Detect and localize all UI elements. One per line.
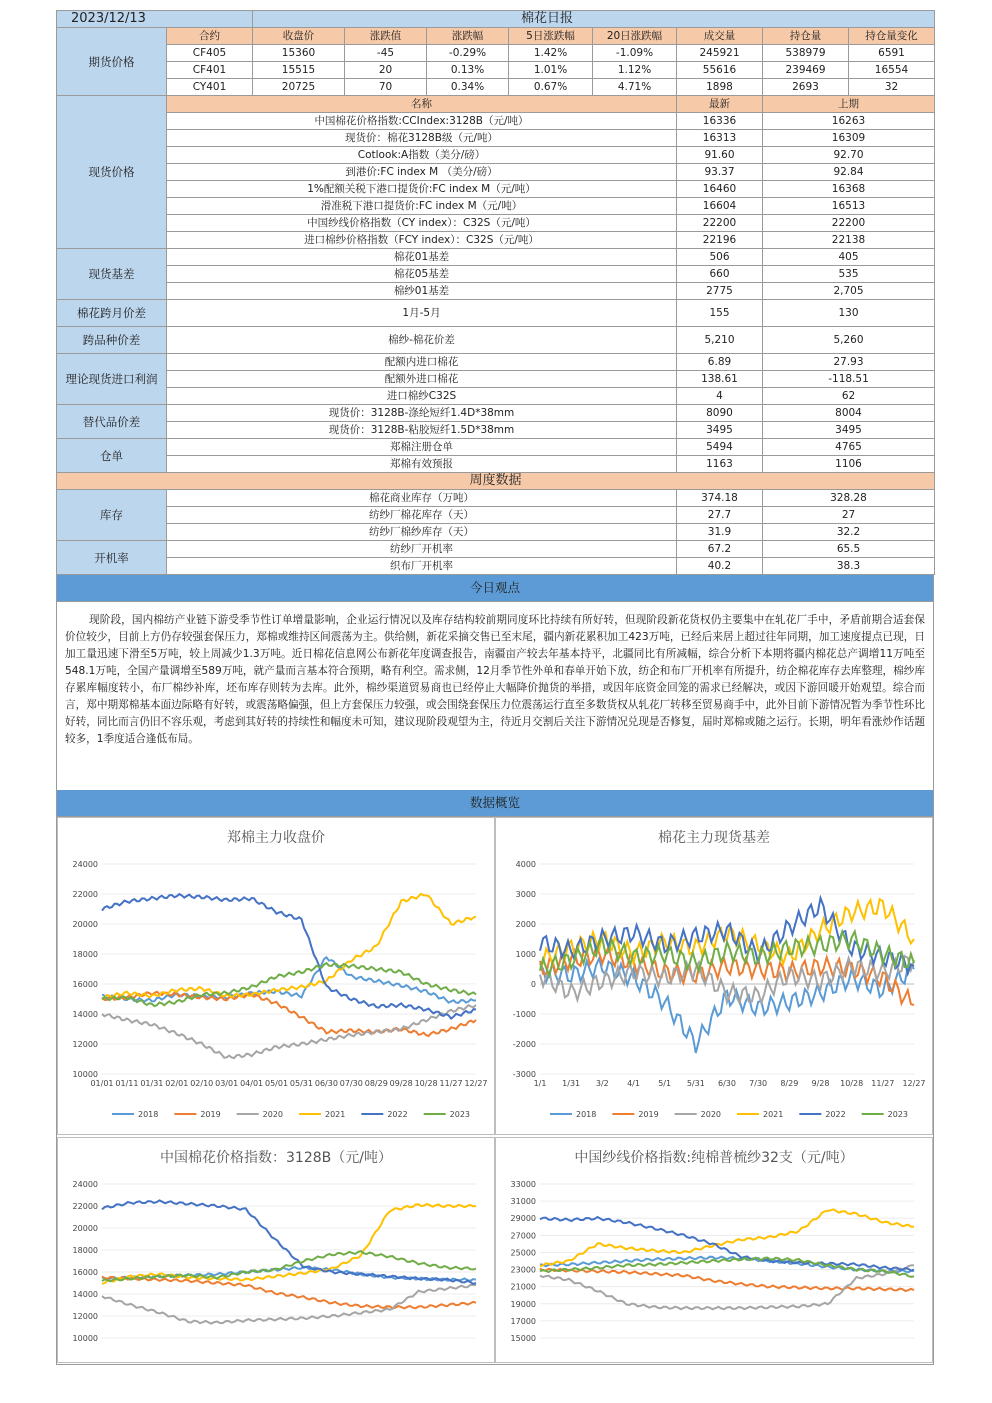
series-line-2023 [102, 963, 476, 1006]
x-tick-label: 6/30 [718, 1079, 736, 1088]
chart-yarn-index [495, 1137, 933, 1363]
row-label: 纺纱厂开机率 [167, 541, 677, 558]
value-prev: 2,705 [763, 283, 935, 300]
table-cell: CF405 [167, 45, 253, 62]
table-cell: 239469 [763, 62, 849, 79]
y-tick-label: 25000 [510, 1248, 536, 1258]
data-row [57, 456, 935, 473]
futures-column-header: 涨跌值 [345, 28, 427, 45]
row-label: 棉纱01基差 [167, 283, 677, 300]
row-label: 棉花05基差 [167, 266, 677, 283]
x-tick-label: 12/27 [902, 1079, 926, 1088]
series-line-2021 [102, 894, 476, 999]
chart-title: 郑棉主力收盘价 [227, 830, 325, 846]
x-tick-label: 5/1 [658, 1079, 672, 1088]
value-latest: 27.7 [677, 507, 763, 524]
section-futures: 期货价格 [57, 28, 167, 96]
data-row [57, 541, 935, 558]
section-spread: 棉花跨月价差 [57, 300, 167, 327]
series-line-2023 [540, 1258, 914, 1277]
row-label: 中国棉花价格指数:CCIndex:3128B（元/吨） [167, 113, 677, 130]
data-row [57, 507, 935, 524]
value-prev: -118.51 [763, 371, 935, 388]
data-row [57, 113, 935, 130]
value-prev: 16309 [763, 130, 935, 147]
value-latest: 22196 [677, 232, 763, 249]
row-label: 配额内进口棉花 [167, 354, 677, 371]
x-tick-label: 11/27 [871, 1079, 895, 1088]
table-cell: -45 [345, 45, 427, 62]
y-tick-label: 10000 [72, 1070, 98, 1079]
y-tick-label: 20000 [72, 920, 98, 929]
futures-column-header: 持仓量变化 [849, 28, 935, 45]
x-tick-label: 1/1 [533, 1079, 547, 1088]
data-row [57, 232, 935, 249]
cross-cell: 棉纱-棉花价差 [167, 327, 677, 354]
data-row [57, 422, 935, 439]
legend-label: 2022 [825, 1110, 846, 1119]
data-row [57, 388, 935, 405]
value-latest: 3495 [677, 422, 763, 439]
row-label: 进口棉纱C32S [167, 388, 677, 405]
y-tick-label: 27000 [510, 1231, 536, 1241]
data-row [57, 354, 935, 371]
y-tick-label: 24000 [72, 1180, 98, 1189]
charts-grid [56, 817, 934, 1365]
value-prev: 535 [763, 266, 935, 283]
series-line-2019 [102, 1276, 476, 1308]
data-row [57, 371, 935, 388]
y-tick-label: 15000 [510, 1334, 536, 1343]
row-label: 进口棉纱价格指数（FCY index）：C32S（元/吨） [167, 232, 677, 249]
col-latest: 最新 [677, 96, 763, 113]
value-latest: 5494 [677, 439, 763, 456]
table-cell: 0.13% [427, 62, 509, 79]
x-tick-label: 07/30 [339, 1079, 363, 1088]
y-tick-label: 19000 [510, 1299, 536, 1309]
opinion-text: 现阶段，国内棉纺产业链下游受季节性订单增量影响，企业运行情况以及库存结构较前期同度环比持续有所好转，但现阶段新花货权仍主要集中在轧花厂手中，矛盾前期合适套保价位较少，目前上方仍存较强套保压力，郑棉或维持区间震荡为主。供给侧，新花采摘交售已至末尾，疆内新花累积加工423万吨，已经后来居上超过往年同期，加工速度提点已现，日加工量迅速下滑至5万吨，较上周减少1.3万吨。近日棉花信息网公布新花年度调查报告，南疆亩产较去年基本持平，北疆同比有所减幅，综合分析下本期将疆内棉花总产调增11万吨至548.1万吨，全国产量调增至589万吨，就产量而言基本符合预期，略有利空。需求侧，12月季节性外单和春单开始下放，纺企和布厂开机率有所提升，纺企棉花库存去库整理，棉纱库存累库幅度转小，布厂棉纱补库，坯布库存则转为去库。此外，棉纱渠道贸易商也已经停止大幅降价抛货的举措，或因年底资金回笼的需求已经解决，或因下游回暖开始观望。综合而言，郑中期郑棉基本面边际略有好转，或震荡略偏强，但上方套保压力较强，或会围绕套保压力位震荡运行直至多数货权从轧花厂转移至贸易商手中，此外目前下游情况暂为季节性环比好转，同比而言仍旧不容乐观，考虑到其好转的持续性和幅度未可知，建议现阶段观望为主，待近月交割后关注下游情况兑现是否修复，届时郑棉或随之运行。长期，明年看涨炒作话题较多，1季度适合逢低布局。 [56, 602, 934, 790]
value-prev: 62 [763, 388, 935, 405]
data-row [57, 198, 935, 215]
data-row [57, 439, 935, 456]
table-cell: 6591 [849, 45, 935, 62]
data-row [57, 558, 935, 575]
table-cell: 0.67% [509, 79, 593, 96]
row-label: 到港价:FC index M （美分/磅） [167, 164, 677, 181]
table-cell: 16554 [849, 62, 935, 79]
row-label: 纺纱厂棉纱库存（天） [167, 524, 677, 541]
table-cell: -0.29% [427, 45, 509, 62]
opinion-title: 今日观点 [469, 580, 520, 595]
futures-column-header: 持仓量 [763, 28, 849, 45]
value-prev: 92.70 [763, 147, 935, 164]
x-tick-label: 11/27 [439, 1079, 463, 1088]
y-tick-label: 31000 [510, 1197, 536, 1207]
y-tick-label: 12000 [72, 1040, 98, 1049]
x-tick-label: 08/29 [364, 1079, 388, 1088]
y-tick-label: 23000 [510, 1265, 536, 1275]
value-latest: 6.89 [677, 354, 763, 371]
overview-title: 数据概览 [469, 795, 520, 810]
data-row [57, 283, 935, 300]
report-table [56, 10, 935, 575]
spread-cell: 130 [763, 300, 935, 327]
futures-column-header: 20日涨跌幅 [593, 28, 677, 45]
legend-label: 2019 [200, 1110, 221, 1119]
table-cell: -1.09% [593, 45, 677, 62]
legend-label: 2020 [262, 1110, 284, 1119]
data-row [57, 405, 935, 422]
y-tick-label: 14000 [72, 1010, 98, 1019]
value-latest: 506 [677, 249, 763, 266]
series-line-2022 [102, 894, 476, 1019]
y-tick-label: 2000 [515, 920, 536, 929]
table-cell: 538979 [763, 45, 849, 62]
legend-label: 2021 [763, 1110, 784, 1119]
chart-title: 中国棉花价格指数：3128B（元/吨） [160, 1150, 392, 1166]
table-cell: 55616 [677, 62, 763, 79]
table-cell: 1.01% [509, 62, 593, 79]
table-cell: 20725 [253, 79, 345, 96]
value-latest: 31.9 [677, 524, 763, 541]
report-date: 2023/12/13 [57, 11, 253, 28]
value-latest: 16604 [677, 198, 763, 215]
x-tick-label: 10/28 [840, 1079, 864, 1088]
section-substitute: 替代品价差 [57, 405, 167, 439]
col-prev: 上期 [763, 96, 935, 113]
series-line-2020 [102, 1005, 476, 1058]
spread-cell: 155 [677, 300, 763, 327]
futures-header-row [57, 28, 935, 45]
y-tick-label: 33000 [510, 1180, 536, 1189]
y-tick-label: 18000 [72, 950, 98, 959]
futures-column-header: 合约 [167, 28, 253, 45]
legend-label: 2023 [449, 1110, 471, 1119]
value-latest: 2775 [677, 283, 763, 300]
y-tick-label: 16000 [72, 980, 98, 989]
y-tick-label: 18000 [72, 1246, 98, 1255]
value-latest: 93.37 [677, 164, 763, 181]
y-tick-label: 22000 [72, 1202, 98, 1211]
chart-title: 中国纱线价格指数:纯棉普梳纱32支（元/吨） [574, 1150, 854, 1166]
x-tick-label: 12/27 [464, 1079, 488, 1088]
data-row [57, 490, 935, 507]
futures-column-header: 涨跌幅 [427, 28, 509, 45]
value-latest: 138.61 [677, 371, 763, 388]
row-label: 郑棉注册仓单 [167, 439, 677, 456]
table-cell: 15360 [253, 45, 345, 62]
x-tick-label: 4/1 [627, 1079, 640, 1088]
table-cell: 1898 [677, 79, 763, 96]
data-row [57, 249, 935, 266]
daily-report-sheet [56, 10, 934, 1365]
y-tick-label: 0 [530, 980, 536, 989]
section-stock: 库存 [57, 490, 167, 541]
row-label: Cotlook:A指数（美分/磅） [167, 147, 677, 164]
cross-cell: 5,260 [763, 327, 935, 354]
y-tick-label: 14000 [72, 1290, 98, 1299]
y-tick-label: 21000 [510, 1282, 536, 1292]
futures-column-header: 成交量 [677, 28, 763, 45]
spread-cell: 1月-5月 [167, 300, 677, 327]
cross-cell: 5,210 [677, 327, 763, 354]
legend-label: 2018 [138, 1110, 159, 1119]
value-latest: 22200 [677, 215, 763, 232]
y-tick-label: -1000 [512, 1010, 536, 1019]
value-latest: 374.18 [677, 490, 763, 507]
section-rate: 开机率 [57, 541, 167, 575]
y-tick-label: 12000 [72, 1312, 98, 1321]
value-prev: 27 [763, 507, 935, 524]
opinion-title-bar [56, 575, 934, 602]
series-line-2022 [102, 1200, 476, 1284]
value-prev: 4765 [763, 439, 935, 456]
value-prev: 22200 [763, 215, 935, 232]
x-tick-label: 04/01 [240, 1079, 264, 1088]
row-label: 棉花商业库存（万吨） [167, 490, 677, 507]
table-cell: 1.42% [509, 45, 593, 62]
y-tick-label: 10000 [72, 1334, 98, 1343]
y-tick-label: -3000 [512, 1070, 536, 1079]
data-row [57, 524, 935, 541]
table-cell: 4.71% [593, 79, 677, 96]
section-cross: 跨品种价差 [57, 327, 167, 354]
x-tick-label: 10/28 [414, 1079, 438, 1088]
value-prev: 328.28 [763, 490, 935, 507]
y-tick-label: 17000 [510, 1316, 536, 1326]
series-line-2021 [540, 899, 914, 968]
x-tick-label: 02/10 [190, 1079, 214, 1088]
row-label: 织布厂开机率 [167, 558, 677, 575]
row-label: 棉花01基差 [167, 249, 677, 266]
table-cell: 245921 [677, 45, 763, 62]
value-prev: 16513 [763, 198, 935, 215]
legend-label: 2021 [325, 1110, 346, 1119]
value-latest: 67.2 [677, 541, 763, 558]
x-tick-label: 9/28 [811, 1079, 830, 1088]
table-cell: 1.12% [593, 62, 677, 79]
value-prev: 1106 [763, 456, 935, 473]
spread-row [57, 300, 935, 327]
value-prev: 8004 [763, 405, 935, 422]
row-label: 现货价：3128B-粘胶短纤1.5D*38mm [167, 422, 677, 439]
y-tick-label: 29000 [510, 1214, 536, 1224]
row-label: 配额外进口棉花 [167, 371, 677, 388]
data-row [57, 181, 935, 198]
x-tick-label: 05/01 [265, 1079, 289, 1088]
table-cell: 70 [345, 79, 427, 96]
y-tick-label: 20000 [72, 1224, 98, 1233]
table-cell: CF401 [167, 62, 253, 79]
value-latest: 40.2 [677, 558, 763, 575]
data-row [57, 215, 935, 232]
value-latest: 4 [677, 388, 763, 405]
legend-label: 2018 [576, 1110, 597, 1119]
data-row [57, 130, 935, 147]
row-label: 滑准税下港口提货价:FC index M（元/吨） [167, 198, 677, 215]
x-tick-label: 8/29 [780, 1079, 799, 1088]
y-tick-label: 1000 [515, 950, 536, 959]
legend-label: 2019 [638, 1110, 659, 1119]
section-import-profit: 理论现货进口利润 [57, 354, 167, 405]
cross-row [57, 327, 935, 354]
chart-zce-close [57, 817, 495, 1135]
x-tick-label: 06/30 [314, 1079, 338, 1088]
section-spot: 现货价格 [57, 96, 167, 249]
data-row [57, 266, 935, 283]
legend-label: 2023 [887, 1110, 909, 1119]
table-cell: 2693 [763, 79, 849, 96]
x-tick-label: 3/2 [595, 1079, 609, 1088]
value-prev: 16263 [763, 113, 935, 130]
value-prev: 405 [763, 249, 935, 266]
col-name: 名称 [167, 96, 677, 113]
row-label: 纺纱厂棉花库存（天） [167, 507, 677, 524]
y-tick-label: 4000 [515, 860, 536, 869]
value-prev: 65.5 [763, 541, 935, 558]
series-line-2019 [540, 1269, 914, 1292]
x-tick-label: 7/30 [749, 1079, 768, 1088]
table-cell: 15515 [253, 62, 345, 79]
futures-row [57, 62, 935, 79]
x-tick-label: 1/31 [562, 1079, 581, 1088]
value-latest: 660 [677, 266, 763, 283]
value-latest: 16313 [677, 130, 763, 147]
table-cell: 20 [345, 62, 427, 79]
x-tick-label: 01/11 [115, 1079, 139, 1088]
title-row [57, 11, 935, 28]
futures-row [57, 45, 935, 62]
value-prev: 22138 [763, 232, 935, 249]
row-label: 中国纱线价格指数（CY index）：C32S（元/吨） [167, 215, 677, 232]
table-cell: 0.34% [427, 79, 509, 96]
value-prev: 38.3 [763, 558, 935, 575]
value-prev: 92.84 [763, 164, 935, 181]
weekly-title: 周度数据 [57, 473, 935, 490]
legend-label: 2020 [700, 1110, 722, 1119]
series-line-2020 [102, 1285, 476, 1324]
row-label: 现货价：3128B-涤纶短纤1.4D*38mm [167, 405, 677, 422]
value-latest: 16336 [677, 113, 763, 130]
value-prev: 16368 [763, 181, 935, 198]
overview-title-bar [56, 790, 934, 817]
futures-row [57, 79, 935, 96]
x-tick-label: 01/01 [90, 1079, 114, 1088]
table-cell: CY401 [167, 79, 253, 96]
chart-title: 棉花主力现货基差 [658, 830, 770, 846]
spot-header-row [57, 96, 935, 113]
x-tick-label: 05/31 [289, 1079, 313, 1088]
x-tick-label: 02/01 [165, 1079, 189, 1088]
y-tick-label: 3000 [515, 890, 536, 899]
chart-cotton-index [57, 1137, 495, 1363]
section-basis: 现货基差 [57, 249, 167, 300]
value-prev: 27.93 [763, 354, 935, 371]
value-latest: 16460 [677, 181, 763, 198]
futures-column-header: 收盘价 [253, 28, 345, 45]
value-latest: 91.60 [677, 147, 763, 164]
value-prev: 3495 [763, 422, 935, 439]
legend-label: 2022 [387, 1110, 408, 1119]
y-tick-label: 22000 [72, 890, 98, 899]
x-tick-label: 01/31 [140, 1079, 164, 1088]
y-tick-label: 24000 [72, 860, 98, 869]
value-prev: 32.2 [763, 524, 935, 541]
futures-column-header: 5日涨跌幅 [509, 28, 593, 45]
y-tick-label: -2000 [512, 1040, 536, 1049]
value-latest: 1163 [677, 456, 763, 473]
section-warehouse: 仓单 [57, 439, 167, 473]
x-tick-label: 09/28 [389, 1079, 413, 1088]
value-latest: 8090 [677, 405, 763, 422]
y-tick-label: 16000 [72, 1268, 98, 1277]
row-label: 郑棉有效预报 [167, 456, 677, 473]
weekly-title-row [57, 473, 935, 490]
chart-basis [495, 817, 933, 1135]
x-tick-label: 03/01 [215, 1079, 239, 1088]
row-label: 1%配额关税下港口提货价:FC index M（元/吨） [167, 181, 677, 198]
data-row [57, 147, 935, 164]
x-tick-label: 5/31 [686, 1079, 705, 1088]
row-label: 现货价：棉花3128B级（元/吨） [167, 130, 677, 147]
report-title: 棉花日报 [253, 11, 935, 28]
table-cell: 32 [849, 79, 935, 96]
data-row [57, 164, 935, 181]
